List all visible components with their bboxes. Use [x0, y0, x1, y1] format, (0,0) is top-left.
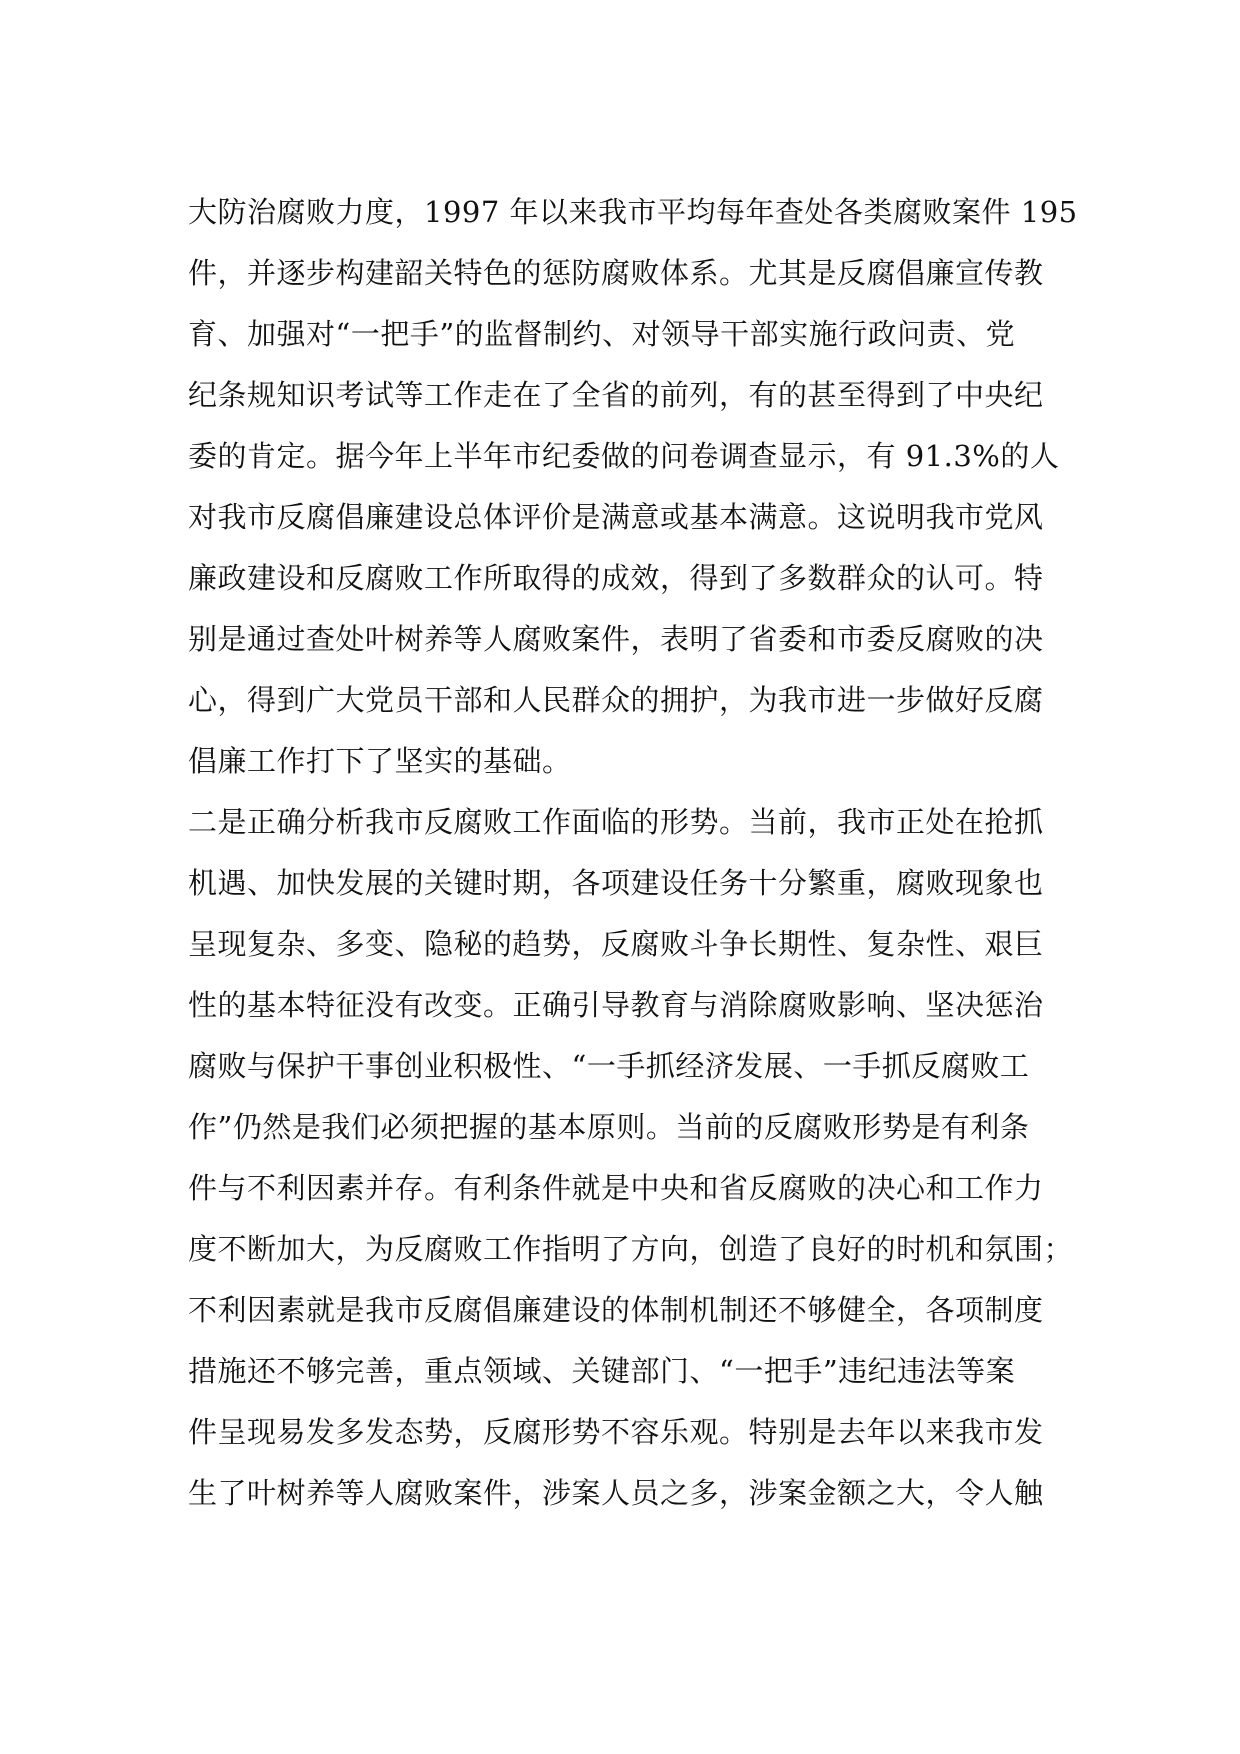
text-line: 倡廉工作打下了坚实的基础。 [188, 744, 572, 778]
text-line: 机遇、加快发展的关键时期，各项建设任务十分繁重，腐败现象也 [188, 866, 1044, 900]
text-line: 措施还不够完善，重点领域、关键部门、“一把手”违纪违法等案 [188, 1354, 1016, 1388]
text-line: 委的肯定。据今年上半年市纪委做的问卷调查显示，有 91.3%的人 [188, 439, 1060, 473]
text-line: 腐败与保护干事创业积极性、“一手抓经济发展、一手抓反腐败工 [188, 1049, 1030, 1083]
text-line: 不利因素就是我市反腐倡廉建设的体制机制还不够健全，各项制度 [188, 1293, 1044, 1327]
text-line: 件呈现易发多发态势，反腐形势不容乐观。特别是去年以来我市发 [188, 1415, 1044, 1449]
text-line: 度不断加大，为反腐败工作指明了方向，创造了良好的时机和氛围； [188, 1232, 1074, 1266]
text-line: 二是正确分析我市反腐败工作面临的形势。当前，我市正处在抢抓 [188, 805, 1044, 839]
text-line: 纪条规知识考试等工作走在了全省的前列，有的甚至得到了中央纪 [188, 378, 1044, 412]
text-line: 性的基本特征没有改变。正确引导教育与消除腐败影响、坚决惩治 [188, 988, 1044, 1022]
text-line: 心，得到广大党员干部和人民群众的拥护，为我市进一步做好反腐 [188, 683, 1044, 717]
text-line: 大防治腐败力度，1997 年以来我市平均每年查处各类腐败案件 195 [188, 195, 1078, 229]
text-line: 育、加强对“一把手”的监督制约、对领导干部实施行政问责、党 [188, 317, 1016, 351]
text-line: 对我市反腐倡廉建设总体评价是满意或基本满意。这说明我市党风 [188, 500, 1044, 534]
text-line: 别是通过查处叶树养等人腐败案件，表明了省委和市委反腐败的决 [188, 622, 1044, 656]
text-line: 作”仍然是我们必须把握的基本原则。当前的反腐败形势是有利条 [188, 1110, 1030, 1144]
text-line: 件与不利因素并存。有利条件就是中央和省反腐败的决心和工作力 [188, 1171, 1044, 1205]
text-line: 廉政建设和反腐败工作所取得的成效，得到了多数群众的认可。特 [188, 561, 1044, 595]
text-line: 生了叶树养等人腐败案件，涉案人员之多，涉案金额之大，令人触 [188, 1476, 1044, 1510]
text-line: 件，并逐步构建韶关特色的惩防腐败体系。尤其是反腐倡廉宣传教 [188, 256, 1044, 290]
text-line: 呈现复杂、多变、隐秘的趋势，反腐败斗争长期性、复杂性、艰巨 [188, 927, 1044, 961]
